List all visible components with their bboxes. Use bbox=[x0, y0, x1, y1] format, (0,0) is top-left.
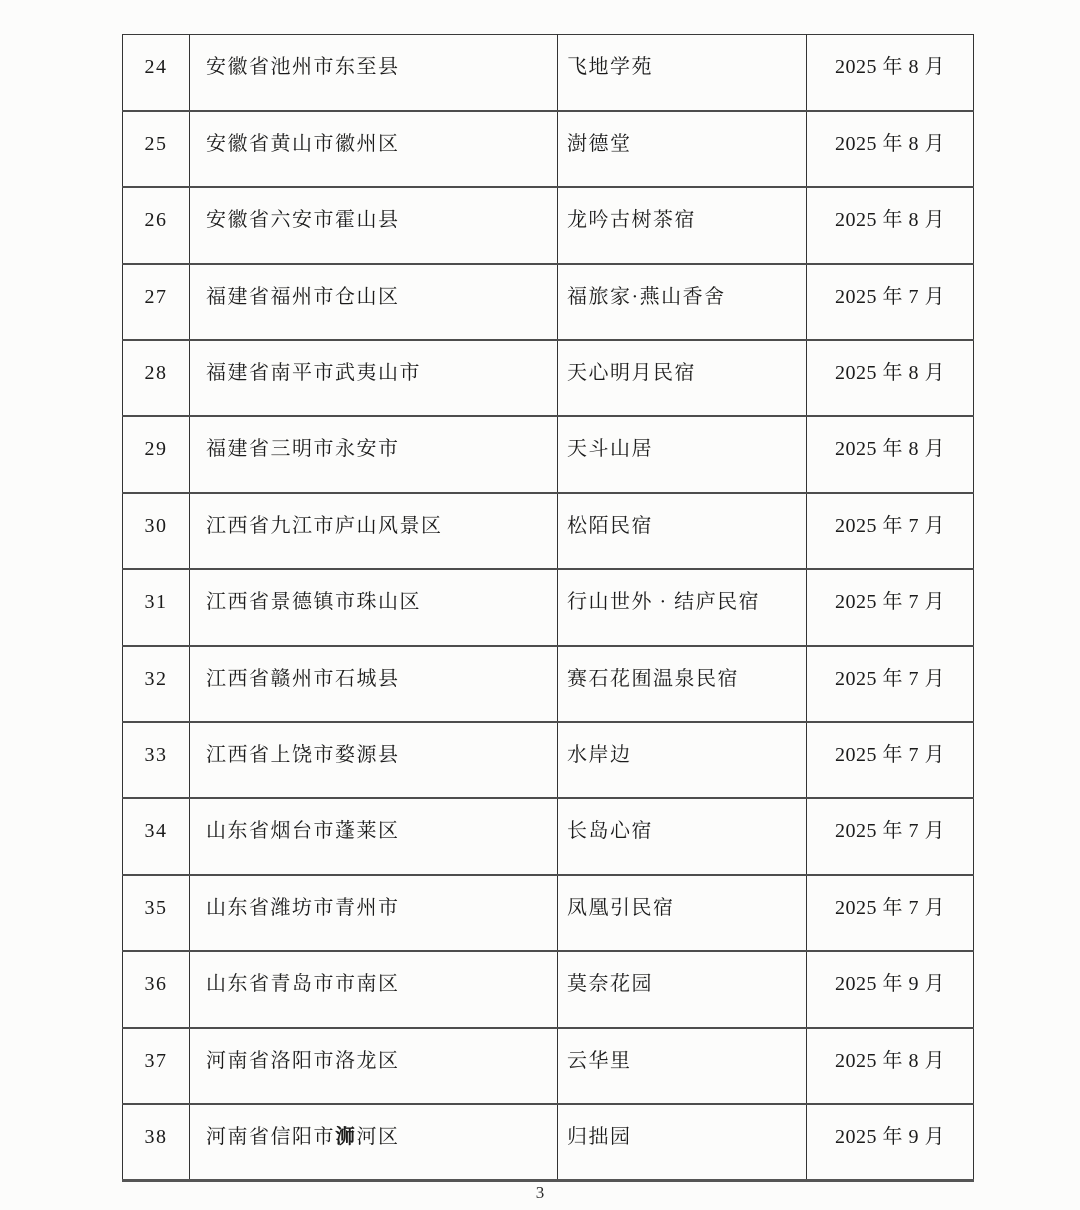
row-name-cell: 赛石花囿温泉民宿 bbox=[558, 646, 807, 722]
row-date-cell: 2025 年 7 月 bbox=[807, 493, 974, 569]
row-location-cell: 江西省赣州市石城县 bbox=[190, 646, 558, 722]
row-name-cell: 福旅家·燕山香舍 bbox=[558, 264, 807, 340]
table-row bbox=[123, 951, 974, 1027]
table-row bbox=[123, 569, 974, 645]
row-name-cell: 澍德堂 bbox=[558, 111, 807, 187]
row-name-cell: 天心明月民宿 bbox=[558, 340, 807, 416]
row-location-cell: 河南省洛阳市洛龙区 bbox=[190, 1028, 558, 1104]
row-name-cell: 凤凰引民宿 bbox=[558, 875, 807, 951]
row-number-cell: 29 bbox=[123, 416, 190, 492]
row-date-cell: 2025 年 8 月 bbox=[807, 1028, 974, 1104]
row-number-cell: 36 bbox=[123, 951, 190, 1027]
table-row bbox=[123, 340, 974, 416]
row-location-cell: 安徽省六安市霍山县 bbox=[190, 187, 558, 263]
row-location-cell: 山东省烟台市蓬莱区 bbox=[190, 798, 558, 874]
table-row bbox=[123, 875, 974, 951]
row-location-cell: 江西省九江市庐山风景区 bbox=[190, 493, 558, 569]
row-number-cell: 33 bbox=[123, 722, 190, 798]
page-number: 3 bbox=[535, 1183, 545, 1202]
table-row bbox=[123, 493, 974, 569]
row-name-cell: 飞地学苑 bbox=[558, 35, 807, 111]
row-location-cell: 福建省三明市永安市 bbox=[190, 416, 558, 492]
row-date-cell: 2025 年 7 月 bbox=[807, 569, 974, 645]
table-row bbox=[123, 264, 974, 340]
row-name-cell: 龙吟古树茶宿 bbox=[558, 187, 807, 263]
row-number-cell: 30 bbox=[123, 493, 190, 569]
row-date-cell: 2025 年 8 月 bbox=[807, 187, 974, 263]
row-number-cell: 28 bbox=[123, 340, 190, 416]
table-row bbox=[123, 646, 974, 722]
row-date-cell: 2025 年 8 月 bbox=[807, 111, 974, 187]
row-date-cell: 2025 年 7 月 bbox=[807, 646, 974, 722]
row-name-cell: 行山世外 · 结庐民宿 bbox=[558, 569, 807, 645]
row-location-cell: 河南省信阳市浉河区 bbox=[190, 1104, 558, 1180]
row-number-cell: 31 bbox=[123, 569, 190, 645]
table-row bbox=[123, 722, 974, 798]
fallback-bold-char: 浉 bbox=[335, 1125, 357, 1148]
row-name-cell: 归拙园 bbox=[558, 1104, 807, 1180]
row-date-cell: 2025 年 7 月 bbox=[807, 875, 974, 951]
row-name-cell: 水岸边 bbox=[558, 722, 807, 798]
row-number-cell: 24 bbox=[123, 35, 190, 111]
row-date-cell: 2025 年 9 月 bbox=[807, 1104, 974, 1180]
row-name-cell: 松陌民宿 bbox=[558, 493, 807, 569]
row-date-cell: 2025 年 9 月 bbox=[807, 951, 974, 1027]
table-body bbox=[123, 35, 974, 1181]
row-location-cell: 江西省景德镇市珠山区 bbox=[190, 569, 558, 645]
table-row bbox=[123, 1028, 974, 1104]
row-number-cell: 38 bbox=[123, 1104, 190, 1180]
row-name-cell: 天斗山居 bbox=[558, 416, 807, 492]
row-number-cell: 37 bbox=[123, 1028, 190, 1104]
row-number-cell: 35 bbox=[123, 875, 190, 951]
row-number-cell: 25 bbox=[123, 111, 190, 187]
table-row bbox=[123, 111, 974, 187]
row-number-cell: 32 bbox=[123, 646, 190, 722]
row-date-cell: 2025 年 7 月 bbox=[807, 722, 974, 798]
row-location-cell: 福建省福州市仓山区 bbox=[190, 264, 558, 340]
row-location-cell: 安徽省池州市东至县 bbox=[190, 35, 558, 111]
table-row bbox=[123, 187, 974, 263]
row-date-cell: 2025 年 7 月 bbox=[807, 798, 974, 874]
row-name-cell: 云华里 bbox=[558, 1028, 807, 1104]
row-name-cell: 莫奈花园 bbox=[558, 951, 807, 1027]
row-number-cell: 26 bbox=[123, 187, 190, 263]
row-location-cell: 安徽省黄山市徽州区 bbox=[190, 111, 558, 187]
row-location-cell: 江西省上饶市婺源县 bbox=[190, 722, 558, 798]
table-row bbox=[123, 798, 974, 874]
row-number-cell: 34 bbox=[123, 798, 190, 874]
table-row bbox=[123, 416, 974, 492]
table-row bbox=[123, 35, 974, 111]
row-location-cell: 福建省南平市武夷山市 bbox=[190, 340, 558, 416]
row-location-cell: 山东省青岛市市南区 bbox=[190, 951, 558, 1027]
row-location-cell: 山东省潍坊市青州市 bbox=[190, 875, 558, 951]
row-number-cell: 27 bbox=[123, 264, 190, 340]
row-date-cell: 2025 年 7 月 bbox=[807, 264, 974, 340]
row-date-cell: 2025 年 8 月 bbox=[807, 35, 974, 111]
homestay-table bbox=[122, 34, 974, 1182]
table-row bbox=[123, 1104, 974, 1180]
row-name-cell: 长岛心宿 bbox=[558, 798, 807, 874]
row-date-cell: 2025 年 8 月 bbox=[807, 416, 974, 492]
row-date-cell: 2025 年 8 月 bbox=[807, 340, 974, 416]
